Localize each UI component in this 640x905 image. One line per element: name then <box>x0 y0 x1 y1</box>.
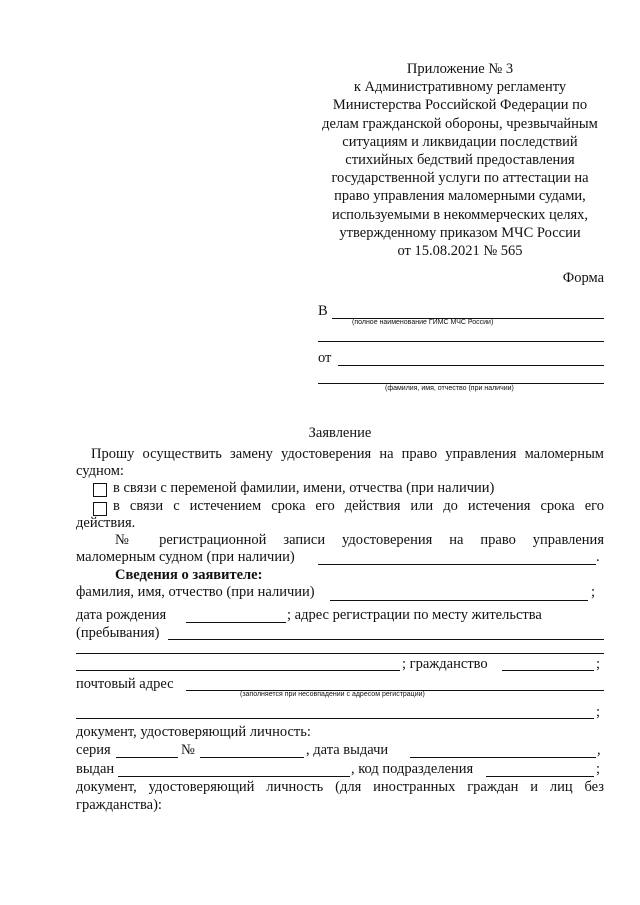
registration-line: № регистрационной записи удостоверения на право управления <box>115 532 604 548</box>
id-doc-label: документ, удостоверяющий личность: <box>76 724 311 740</box>
birth-field[interactable] <box>186 622 286 623</box>
to-prefix: В <box>318 303 328 319</box>
option-expiry-checkbox[interactable] <box>93 502 107 516</box>
header-line: Приложение № 3 <box>406 61 514 77</box>
dept-code-label: , код подразделения <box>351 761 474 777</box>
header-line: утвержденному приказом МЧС России <box>339 224 581 241</box>
citizenship-label: ; гражданство <box>402 656 488 672</box>
option-name-change-label: в связи с переменой фамилии, имени, отчества (при наличии) <box>113 480 495 496</box>
citizenship-field[interactable] <box>502 670 594 671</box>
address-field[interactable] <box>168 639 604 640</box>
foreign-doc-label-cont: гражданства): <box>76 797 162 813</box>
registration-field[interactable] <box>318 564 596 565</box>
request-line: судном: <box>76 463 124 479</box>
from-field-continued[interactable] <box>318 383 604 384</box>
header-line: стихийных бедствий предоставления <box>345 152 575 169</box>
punct: ; <box>596 761 601 777</box>
issue-date-field[interactable] <box>410 757 596 758</box>
fio-label: фамилия, имя, отчество (при наличии) <box>76 584 315 600</box>
issued-by-label: выдан <box>76 761 115 777</box>
header-line: используемыми в некоммерческих целях, <box>331 206 589 223</box>
postal-hint: (заполняется при несовпадении с адресом регистрации) <box>240 691 425 698</box>
postal-label: почтовый адрес <box>76 676 174 692</box>
punct: ; <box>591 584 596 600</box>
issued-by-field[interactable] <box>118 776 350 777</box>
series-label: серия <box>76 742 111 758</box>
request-line: Прошу осуществить замену удостоверения на право управления маломерным <box>91 446 604 462</box>
document-title: Заявление <box>308 425 372 441</box>
applicant-heading: Сведения о заявителе: <box>115 567 263 583</box>
punct: ; <box>596 656 601 672</box>
foreign-doc-label: документ, удостоверяющий личность (для иностранных граждан и лиц без <box>76 779 604 795</box>
issue-date-label: , дата выдачи <box>306 742 389 758</box>
from-hint: (фамилия, имя, отчество (при наличии) <box>385 385 514 392</box>
option-name-change-checkbox[interactable] <box>93 483 107 497</box>
option-expiry-label-cont: действия. <box>76 515 136 531</box>
number-label: № <box>181 742 195 758</box>
series-field[interactable] <box>116 757 178 758</box>
form-label: Форма <box>562 270 604 286</box>
number-field[interactable] <box>200 757 304 758</box>
punct: , <box>597 742 601 758</box>
dept-code-field[interactable] <box>486 776 594 777</box>
to-hint: (полное наименование ГИМС МЧС России) <box>352 319 494 326</box>
birth-label: дата рождения <box>76 607 167 623</box>
address-label: ; адрес регистрации по месту жительства <box>287 607 542 623</box>
option-expiry-label: в связи с истечением срока его действия или до истечения срока его <box>113 498 604 514</box>
from-prefix: от <box>318 350 332 366</box>
address-field-continued[interactable] <box>76 670 400 671</box>
registration-label: маломерным судном (при наличии) <box>76 549 295 565</box>
appendix-header <box>300 60 620 260</box>
registration-end: . <box>596 549 600 565</box>
from-field[interactable] <box>338 365 604 366</box>
header-line: ситуациям и ликвидации последствий <box>342 133 578 150</box>
postal-field-continued[interactable] <box>76 718 594 719</box>
address-field-continued[interactable] <box>76 653 604 654</box>
header-line: к Административному регламенту <box>353 79 567 96</box>
fio-field[interactable] <box>330 600 588 601</box>
address-label-cont: (пребывания) <box>76 625 160 641</box>
header-line: государственной услуги по аттестации на <box>331 170 589 187</box>
to-field-continued[interactable] <box>318 341 604 342</box>
header-line: право управления маломерными судами, <box>334 188 586 205</box>
header-line: от 15.08.2021 № 565 <box>397 243 523 260</box>
header-line: Министерства Российской Федерации по <box>332 97 588 114</box>
header-line: делам гражданской обороны, чрезвычайным <box>322 115 598 132</box>
punct: ; <box>596 704 601 720</box>
